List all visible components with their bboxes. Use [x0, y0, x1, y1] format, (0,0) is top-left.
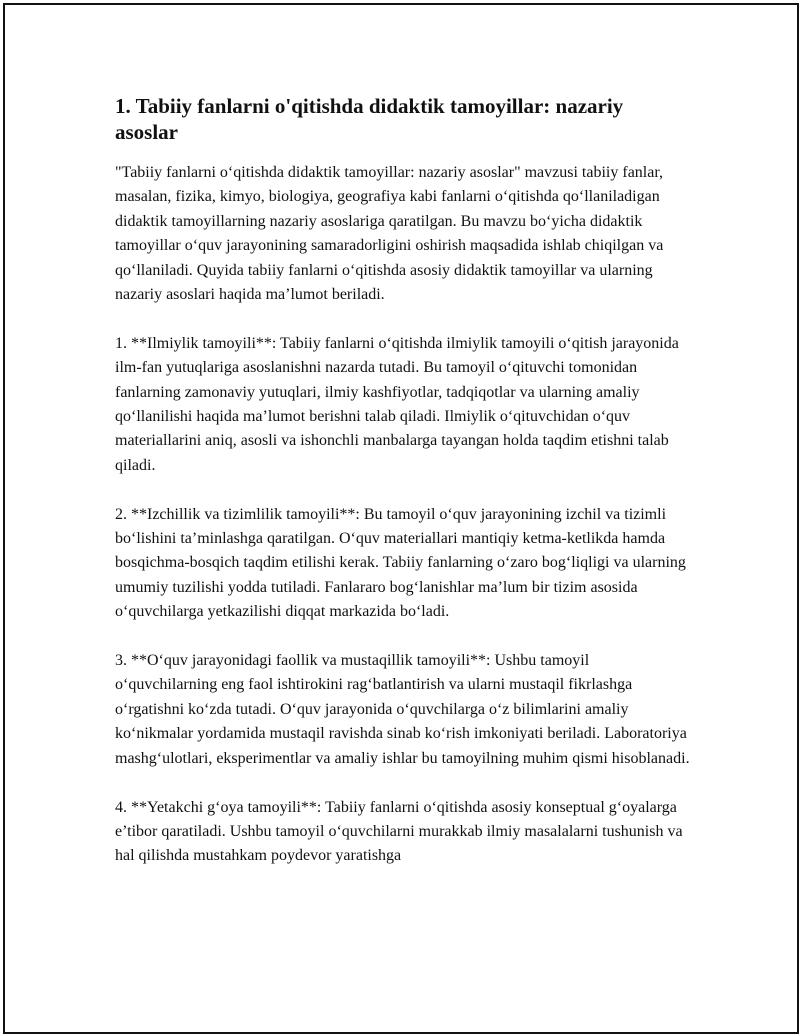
intro-paragraph: "Tabiiy fanlarni o‘qitishda didaktik tamoyillar: nazariy asoslar" mavzusi tabiiy fanlar, masalan, fizika, kimyo, biologiya, geografiya kabi fanlarni o‘qitishda qo‘llaniladigan didaktik tamoyillarning nazariy asoslariga qaratilgan. Bu mavzu bo‘yicha didaktik tamoyillar o‘quv jarayonining samaradorligini oshirish maqsadida ishlab chiqilgan va qo‘llaniladi. Quyida tabiiy fanlarni o‘qitishda asosiy didaktik tamoyillar va ularning nazariy asoslari haqida ma’lumot beriladi. — [115, 164, 664, 304]
paragraph-ilmiylik: 1. **Ilmiylik tamoyili**: Tabiiy fanlarni o‘qitishda ilmiylik tamoyili o‘qitish jarayonida ilm-fan yutuqlariga asoslanishni nazarda tutadi. Bu tamoyil o‘qituvchi tomonidan fanlarning zamonaviy yutuqlari, ilmiy kashfiyotlar, tadqiqotlar va ularning amaliy qo‘llanilishi haqida ma’lumot berishni talab qiladi. Ilmiylik o‘qituvchidan o‘quv materiallarini aniq, asosli va ishonchli manbalarga tayangan holda taqdim etishni talab qiladi. — [115, 334, 679, 474]
paragraph-izchillik: 2. **Izchillik va tizimlilik tamoyili**: Bu tamoyil o‘quv jarayonining izchil va tizimli bo‘lishini ta’minlashga qaratilgan. O‘quv materiallari mantiqiy ketma-ketlikda hamda bosqichma-bosqich taqdim etilishi kerak. Tabiiy fanlarning o‘zaro bog‘liqligi va ularning umumiy tuzilishi yodda tutiladi. Fanlararo bog‘lanishlar ma’lum bir tizim asosida o‘quvchilarga yetkazilishi diqqat markazida bo‘ladi. — [115, 505, 686, 621]
document-title: 1. Tabiiy fanlarni o'qitishda didaktik tamoyillar: nazariy asoslar — [115, 94, 624, 144]
document-body — [115, 93, 690, 869]
paragraph-yetakchi-goya: 4. **Yetakchi g‘oya tamoyili**: Tabiiy fanlarni o‘qitishda asosiy konseptual g‘oyalarga e’tibor qaratiladi. Ushbu tamoyil o‘quvchilarni murakkab ilmiy masalalarni tushunish va hal qilishda mustahkam poydevor yaratishga — [115, 798, 683, 865]
paragraph-faollik: 3. **O‘quv jarayonidagi faollik va mustaqillik tamoyili**: Ushbu tamoyil o‘quvchilarning eng faol ishtirokini rag‘batlantirish va ularni mustaqil fikrlashga o‘rgatishni ko‘zda tutadi. O‘quv jarayonida o‘quvchilarga o‘z bilimlarini amaliy ko‘nikmalar yordamida mustaqil ravishda sinab ko‘rish imkoniyati beriladi. Laboratoriya mashg‘ulotlari, eksperimentlar va amaliy ishlar bu tamoyilning muhim qismi hisoblanadi. — [115, 652, 690, 767]
